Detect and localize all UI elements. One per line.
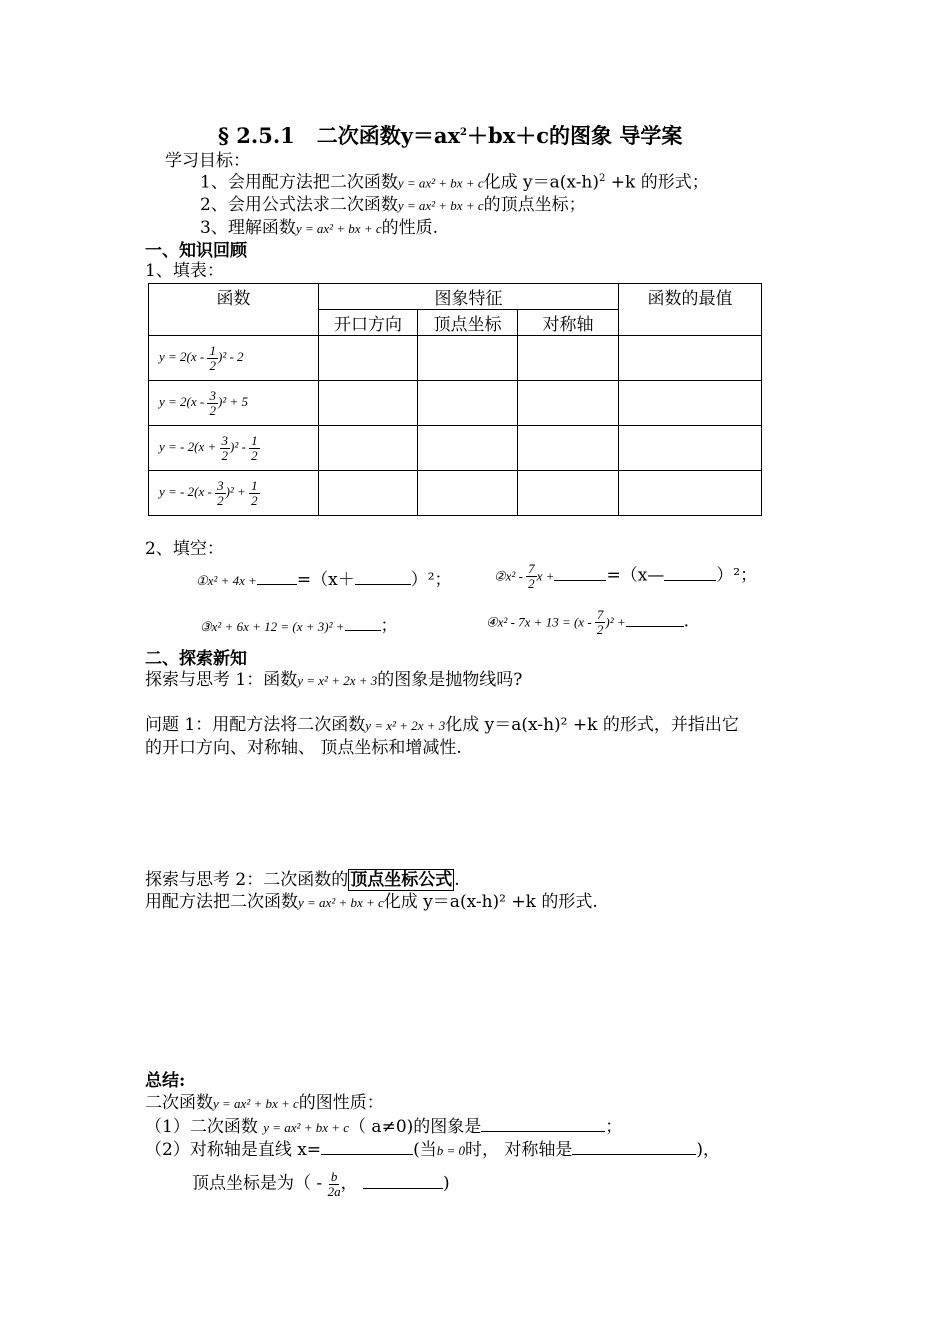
- function-cell: y = 2(x - $\frac{1}{2}$ )² - 2: [149, 336, 319, 381]
- summary-item-1: （1）二次函数 y = ax² + bx + c（ a≠0)的图象是 ；: [145, 1117, 623, 1137]
- answer-cell[interactable]: [418, 336, 518, 381]
- blank-field[interactable]: [321, 1140, 413, 1155]
- blank-field[interactable]: [664, 566, 716, 581]
- blank-field[interactable]: [257, 570, 297, 585]
- goal-2: 2、会用公式法求二次函数y = ax² + bx + c的顶点坐标；: [200, 195, 586, 215]
- page-title: § 2.5.1 二次函数$y=ax^2+bx+c$的图象 导学案: [218, 123, 683, 148]
- answer-cell[interactable]: [518, 381, 619, 426]
- sub-axis-header: 对称轴: [518, 310, 619, 336]
- summary-line-1: 二次函数y = ax² + bx + c的图性质：: [145, 1093, 384, 1113]
- explore-1: 探索与思考 1：函数y = x² + 2x + 3的图象是抛物线吗?: [145, 670, 523, 690]
- blank-field[interactable]: [363, 1174, 443, 1189]
- answer-cell[interactable]: [619, 336, 762, 381]
- table-row: [149, 336, 762, 381]
- function-cell: y = - 2(x + $\frac{3}{2}$ )² - $\frac{1}{2}$: [149, 426, 319, 471]
- blank-field[interactable]: [481, 1117, 605, 1132]
- fill-blank-label: 2、填空：: [145, 539, 224, 559]
- question-2: ②x² - $\frac{7}{2}$ x + =（x— ）²；: [494, 561, 758, 591]
- function-cell: y = - 2(x - $\frac{3}{2}$ )² + $\frac{1}{2}$: [149, 471, 319, 516]
- answer-cell[interactable]: [319, 381, 418, 426]
- vertex-line: 顶点坐标是为（ - $\frac{b}{2a}$ ， ): [192, 1169, 450, 1199]
- review-table: [148, 283, 762, 516]
- section1-heading: 一、知识回顾: [145, 241, 247, 261]
- table-row: [149, 381, 762, 426]
- answer-cell[interactable]: [418, 381, 518, 426]
- answer-cell[interactable]: [319, 471, 418, 516]
- answer-cell[interactable]: [619, 471, 762, 516]
- goal-1: 1、会用配方法把二次函数y = ax² + bx + c化成 $y=a(x-h)^2 +k$ 的形式；: [200, 172, 709, 193]
- col-function-header: 函数: [149, 284, 319, 336]
- section2-heading: 二、探索新知: [145, 649, 247, 669]
- function-cell: y = 2(x - $\frac{3}{2}$ )² + 5: [149, 381, 319, 426]
- question-1: ①x² + 4x + =（x＋ ）²；: [196, 570, 452, 590]
- explore-2: 探索与思考 2：二次函数的 顶点坐标公式 .: [145, 870, 460, 890]
- blank-field[interactable]: [626, 612, 684, 627]
- blank-field[interactable]: [554, 566, 606, 581]
- blank-field[interactable]: [345, 616, 381, 631]
- goals-heading: 学习目标：: [165, 151, 250, 171]
- goal-3: 3、理解函数y = ax² + bx + c的性质.: [200, 218, 439, 238]
- answer-cell[interactable]: [518, 426, 619, 471]
- summary-heading: 总结:: [145, 1071, 186, 1091]
- summary-item-2: （2）对称轴是直线 x= (当b = 0时， 对称轴是 )，: [145, 1140, 721, 1160]
- answer-cell[interactable]: [418, 471, 518, 516]
- fill-table-label: 1、填表：: [145, 261, 224, 281]
- vertex-formula-box: 顶点坐标公式: [350, 870, 453, 890]
- question-3: ③x² + 6x + 12 = (x + 3)² + ；: [200, 616, 398, 636]
- col-graph-header: 图象特征: [319, 284, 619, 310]
- table-row: [149, 426, 762, 471]
- blank-field[interactable]: [355, 570, 411, 585]
- answer-cell[interactable]: [319, 426, 418, 471]
- method-line: 用配方法把二次函数y = ax² + bx + c化成 y＝a(x-h)² +k 的形式.: [145, 892, 598, 912]
- answer-cell[interactable]: [619, 381, 762, 426]
- problem-1-cont: 的开口方向、对称轴、 顶点坐标和增减性.: [145, 738, 462, 758]
- problem-1: 问题 1：用配方法将二次函数y = x² + 2x + 3化成 y＝a(x-h)² +k 的形式，并指出它: [145, 715, 739, 735]
- answer-cell[interactable]: [319, 336, 418, 381]
- col-extreme-header: 函数的最值: [619, 284, 762, 336]
- table-row: [149, 471, 762, 516]
- answer-cell[interactable]: [418, 426, 518, 471]
- sub-open-header: 开口方向: [319, 310, 418, 336]
- answer-cell[interactable]: [518, 336, 619, 381]
- sub-vertex-header: 顶点坐标: [418, 310, 518, 336]
- blank-field[interactable]: [572, 1140, 696, 1155]
- question-4: ④x² - 7x + 13 = (x - $\frac{7}{2}$ )² + .: [486, 607, 690, 637]
- answer-cell[interactable]: [619, 426, 762, 471]
- answer-cell[interactable]: [518, 471, 619, 516]
